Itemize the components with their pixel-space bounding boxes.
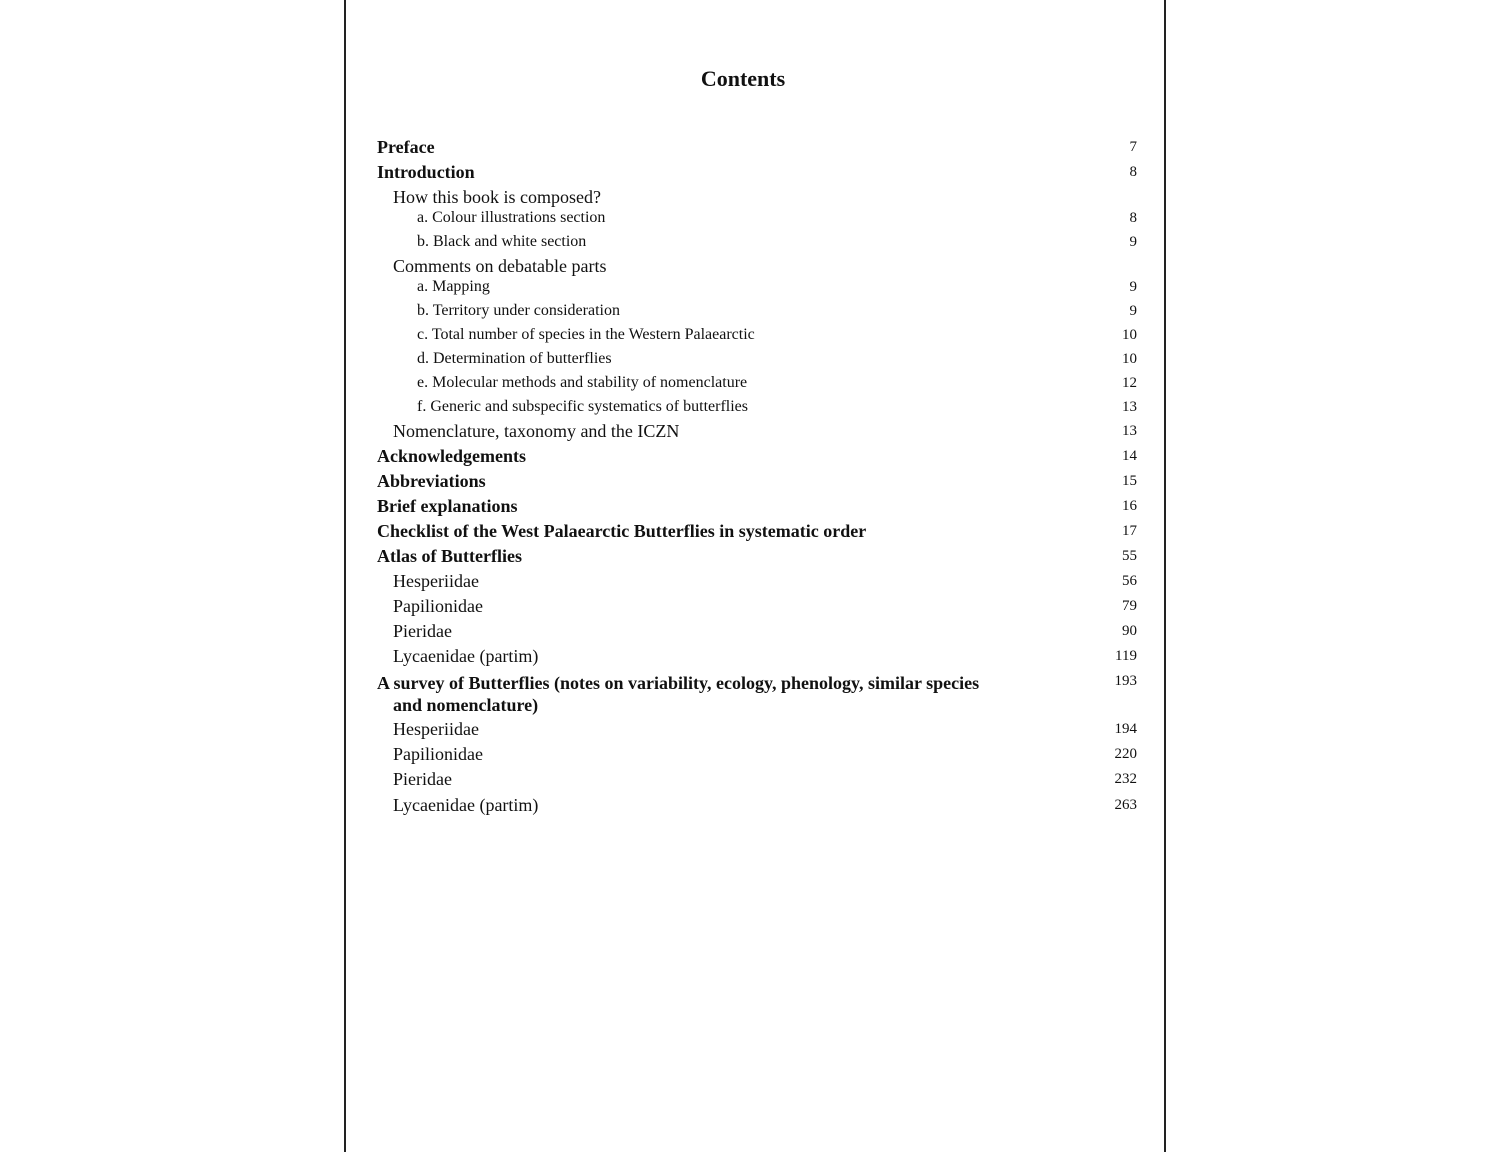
toc-entry-label: Atlas of Butterflies xyxy=(377,546,522,566)
toc-entry-label: Papilionidae xyxy=(393,596,483,616)
toc-entry-label: Abbreviations xyxy=(377,471,486,491)
toc-entry-page: 13 xyxy=(1122,423,1137,439)
toc-entry-label: a. Mapping xyxy=(417,278,490,295)
toc-entry-label: Checklist of the West Palaearctic Butterflies in systematic order xyxy=(377,521,867,541)
toc-entry-label-line2: and nomenclature) xyxy=(393,695,539,715)
toc-entry-label: f. Generic and subspecific systematics of butterflies xyxy=(417,398,748,415)
toc-entry-label: b. Territory under consideration xyxy=(417,302,620,319)
toc-entry-page: 8 xyxy=(1129,210,1137,226)
toc-entry-label: c. Total number of species in the Western Palaearctic xyxy=(417,326,755,343)
toc-entry-label: Comments on debatable parts xyxy=(393,256,607,276)
toc-entry-page: 56 xyxy=(1122,573,1137,589)
toc-entry-label: a. Colour illustrations section xyxy=(417,209,606,226)
toc-entry-page: 220 xyxy=(1114,746,1137,762)
toc-entry-label: e. Molecular methods and stability of nomenclature xyxy=(417,374,748,391)
toc-entry-page: 10 xyxy=(1122,351,1137,367)
toc-entry-page: 12 xyxy=(1122,375,1137,391)
toc-entry-page: 16 xyxy=(1122,498,1137,514)
toc-entry-label: Pieridae xyxy=(393,621,452,641)
toc-entry-page: 17 xyxy=(1122,523,1137,539)
toc-entry-page: 55 xyxy=(1122,548,1137,564)
toc-entry-label xyxy=(377,672,1017,716)
toc-entry-page: 8 xyxy=(1129,164,1137,180)
toc-entry-page: 13 xyxy=(1122,399,1137,415)
toc-entry-page: 232 xyxy=(1114,771,1137,787)
toc-entry-page: 15 xyxy=(1122,473,1137,489)
toc-entry-label: How this book is composed? xyxy=(393,187,601,207)
toc-entry-label: Pieridae xyxy=(393,769,452,789)
toc-entry-label: d. Determination of butterflies xyxy=(417,350,612,367)
toc-entry-page: 119 xyxy=(1115,648,1137,664)
toc-entry-page: 9 xyxy=(1129,279,1137,295)
toc-entry-label: Lycaenidae (partim) xyxy=(393,795,539,815)
toc-entry-page: 194 xyxy=(1114,721,1137,737)
toc-entry-page: 90 xyxy=(1122,623,1137,639)
toc-entry-page: 10 xyxy=(1122,327,1137,343)
toc-entry-page: 263 xyxy=(1114,797,1137,813)
toc-entry-page: 193 xyxy=(1114,673,1137,689)
toc-entry-label: Acknowledgements xyxy=(377,446,526,466)
toc-entry-label: b. Black and white section xyxy=(417,233,587,250)
toc-entry-page: 7 xyxy=(1129,139,1137,155)
toc-entry-label: Preface xyxy=(377,137,435,157)
toc-entry-label: Hesperiidae xyxy=(393,571,479,591)
toc-entry-page: 14 xyxy=(1122,448,1137,464)
toc-entry-label-line1: A survey of Butterflies (notes on variability, ecology, phenology, similar species xyxy=(377,673,980,693)
toc-entry-label: Hesperiidae xyxy=(393,719,479,739)
toc-entry-label: Nomenclature, taxonomy and the ICZN xyxy=(393,421,680,441)
toc-entry-label: Papilionidae xyxy=(393,744,483,764)
toc-entry-page: 79 xyxy=(1122,598,1137,614)
toc-entry-page: 9 xyxy=(1129,303,1137,319)
toc-entry-label: Brief explanations xyxy=(377,496,518,516)
page-title: Contents xyxy=(700,66,786,91)
document-page xyxy=(344,0,1166,1152)
toc-entry-page: 9 xyxy=(1129,234,1137,250)
toc-entry-label: Lycaenidae (partim) xyxy=(393,646,539,666)
toc-entry-label: Introduction xyxy=(377,162,475,182)
